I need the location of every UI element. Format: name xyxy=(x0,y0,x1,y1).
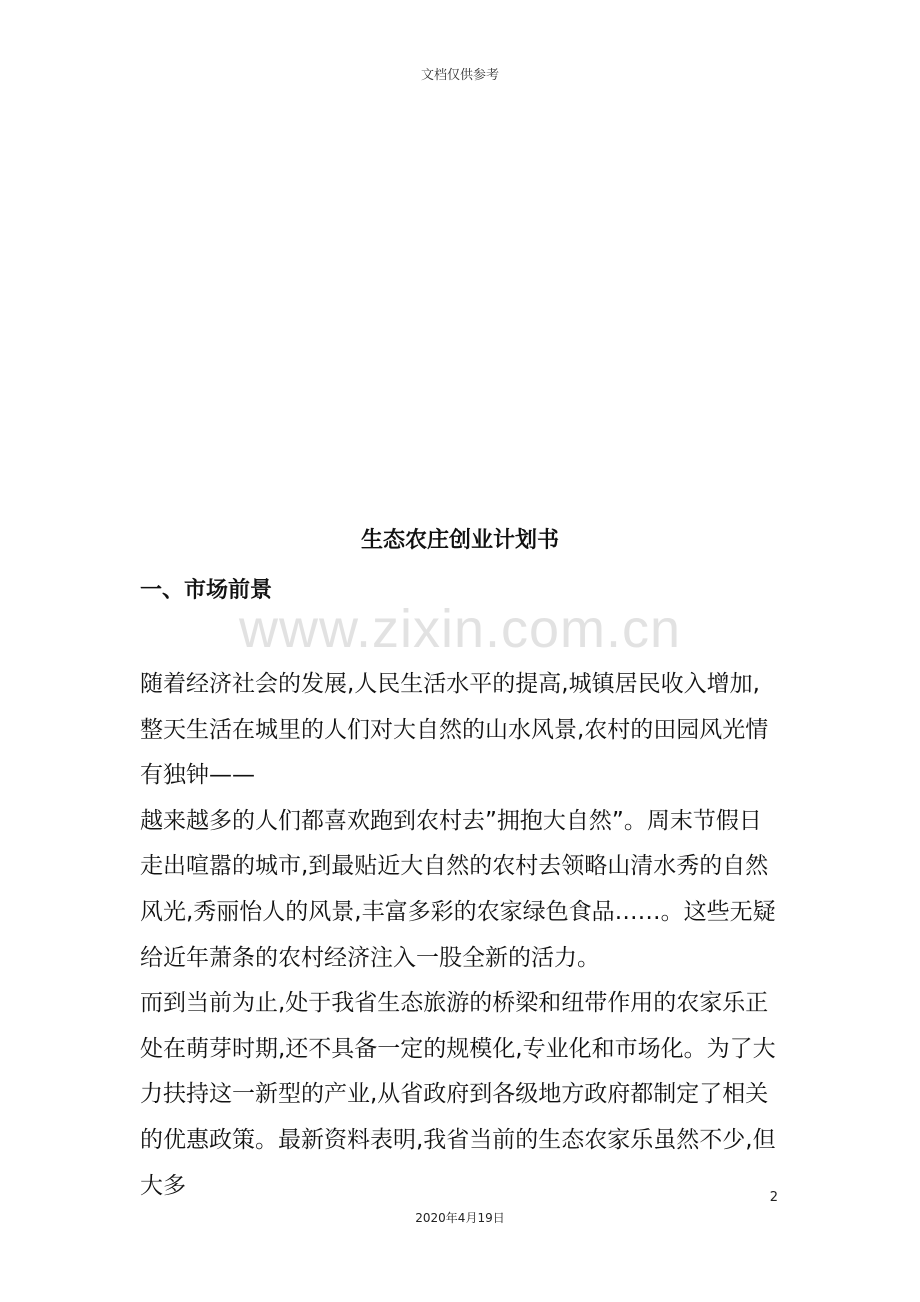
body-text xyxy=(140,662,780,1209)
paragraph: 随着经济社会的发展,人民生活水平的提高,城镇居民收入增加,整天生活在城里的人们对大自然的山水风景,农村的田园风光情有独钟—— xyxy=(140,671,769,789)
section-heading: 一、市场前景 xyxy=(140,578,273,603)
paragraph: 越来越多的人们都喜欢跑到农村去”拥抱大自然”。周末节假日走出喧嚣的城市,到最贴近大自然的农村去领略山清水秀的自然风光,秀丽怡人的风景,丰富多彩的农家绿色食品……。这些无疑给近年萧条的农村经济注入一股全新的活力。 xyxy=(140,807,776,971)
header-note: 文档仅供参考 xyxy=(420,68,499,83)
page-number: 2 xyxy=(769,1190,778,1205)
watermark: www.zixin.com.cn xyxy=(238,599,682,659)
document-title: 生态农庄创业计划书 xyxy=(360,528,559,553)
paragraph: 而到当前为止,处于我省生态旅游的桥梁和纽带作用的农家乐正处在萌芽时期,还不具备一定的规模化,专业化和市场化。为了大力扶持这一新型的产业,从省政府到各级地方政府都制定了相关的优惠政策。最新资料表明,我省当前的生态农家乐虽然不少,但大多 xyxy=(140,990,776,1199)
footer-date: 2020年4月19日 xyxy=(415,1211,505,1225)
